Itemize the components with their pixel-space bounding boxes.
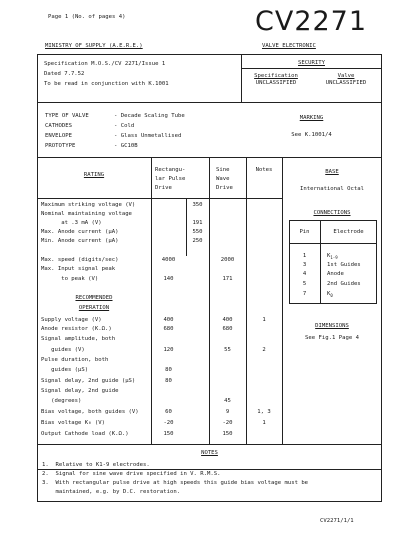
valve-envelope-value: - Glass Unmetallised [114,133,182,139]
rating-label: Max. speed (digits/sec) [41,257,119,263]
operation-sine-value: 45 [224,398,231,404]
col-rule-right-panel [282,157,283,444]
connections-electrode-header: Electrode [333,229,364,235]
connection-electrode: 2nd Guides [327,281,361,287]
connection-pin: 5 [302,281,307,287]
col-rule-rect-left [151,157,152,444]
operation-note: 1 [262,317,266,323]
operation-label: Output Cathode load (K.Ω.) [41,431,129,437]
operation-title: OPERATION [78,305,110,311]
rating-value: 191 [192,220,203,226]
rating-label: Maximum striking voltage (V) [41,202,136,208]
rating-label: at .3 mA (V) [41,220,102,226]
valve-type-key: TYPE OF VALVE [45,113,89,119]
security-title: SECURITY [298,60,325,66]
operation-label: guides (µS) [41,367,89,373]
dimensions-text: See Fig.1 Page 4 [305,335,359,341]
note-item: 1. Relative to K1-9 electrodes. [42,462,150,468]
rating-sine-value: 171 [222,276,233,282]
operation-rect-value: 680 [163,326,174,332]
rating-label: Min. Anode current (µA) [41,238,119,244]
connections-title: CONNECTIONS [313,210,351,216]
rating-rect-value: 4000 [161,257,176,263]
note-item: maintained, e.g. by D.C. restoration. [42,489,181,495]
footer-code: CV2271/1/1 [320,518,354,524]
connections-header-rule [289,243,377,244]
valve-prototype-key: PROTOTYPE [45,143,76,149]
notes-frame [37,444,382,502]
operation-label: Signal amplitude, both [41,336,116,342]
valve-type-value: - Decade Scaling Tube [114,113,185,119]
connection-pin: 3 [302,262,307,268]
marking-text: See K.1001/4 [291,132,332,138]
rating-value: 350 [192,202,203,208]
connections-pin-header: Pin [299,229,310,235]
rect-header-3: Drive [155,185,172,191]
operation-rect-value: -20 [163,420,174,426]
connection-electrode: $K_{1-9}$ [327,253,338,261]
notes-title: NOTES [201,450,218,456]
rating-label: Max. Input signal peak [41,266,116,272]
operation-label: Signal delay, 2nd guide (µS) [41,378,136,384]
operation-label: Bias voltage, both guides (V) [41,409,139,415]
marking-title: MARKING [299,115,324,121]
note-item: 3. With rectangular pulse drive at high speeds this guide bias voltage must be [42,480,309,486]
security-rule [241,68,382,69]
connection-pin: 1 [302,253,307,259]
ministry-label: MINISTRY OF SUPPLY (A.E.R.E.) [45,43,143,49]
operation-rect-value: 80 [165,378,172,384]
category-label: VALVE ELECTRONIC [262,43,316,49]
operation-label: Anode resistor (K.Ω.) [41,326,112,332]
operation-sine-value: 150 [222,431,233,437]
security-spec-value: UNCLASSIFIED [255,80,297,86]
page-label: Page 1 (No. of pages 4) [48,14,126,20]
security-valve-value: UNCLASSIFIED [325,80,367,86]
section-rule-1 [37,102,382,103]
rating-label: to peak (V) [41,276,99,282]
connection-electrode: Anode [327,271,344,277]
valve-prototype-value: - GC10B [114,143,138,149]
spec-line-2: Dated 7.7.52 [44,71,85,77]
operation-sine-value: 400 [222,317,233,323]
operation-label: guides (V) [41,347,85,353]
notes-header: Notes [255,167,273,173]
rating-value: 550 [192,229,203,235]
valve-envelope-key: ENVELOPE [45,133,72,139]
doc-code: CV2271 [255,6,368,37]
operation-sine-value: 9 [225,409,230,415]
rating-sine-value: 2000 [220,257,235,263]
rating-value: 250 [192,238,203,244]
operation-rect-value: 150 [163,431,174,437]
rect-header-2: lar Pulse [155,176,186,182]
operation-label: Supply voltage (V) [41,317,102,323]
valve-cathodes-value: - Cold [114,123,135,129]
connection-electrode: 1st Guides [327,262,361,268]
note-item: 2. Signal for sine wave drive specified in V. R.M.S. [42,471,221,477]
base-text: International Octal [300,186,364,192]
operation-label: Signal delay, 2nd guide [41,388,119,394]
security-spec-label: Specification [254,73,298,79]
sine-header-2: Wave [216,176,230,182]
operation-sine-value: -20 [222,420,233,426]
col-rule-notes-left [246,157,247,444]
rating-label: Nominal maintaining voltage [41,211,132,217]
rating-label: Max. Anode current (µA) [41,229,119,235]
recommended-title: RECOMMENDED [75,295,113,301]
spec-line-3: To be read in conjunction with K.1001 [44,81,169,87]
rating-header: RATING [83,172,105,178]
operation-sine-value: 680 [222,326,233,332]
operation-label: Bias voltage K₀ (V) [41,420,105,426]
table-header-rule [37,198,282,199]
operation-rect-value: 80 [165,367,172,373]
sine-header-1: Sine [216,167,230,173]
rating-rect-value: 140 [163,276,174,282]
connection-electrode: $K_0$ [327,291,333,299]
operation-rect-value: 120 [163,347,174,353]
operation-rect-value: 400 [163,317,174,323]
valve-cathodes-key: CATHODES [45,123,72,129]
security-valve-label: Valve [337,73,355,79]
operation-note: 2 [262,347,266,353]
operation-note: 1 [262,420,266,426]
operation-note: 1, 3 [257,409,271,415]
operation-label: (degrees) [41,398,82,404]
dimensions-title: DIMENSIONS [315,323,349,329]
rect-header-1: Rectangu- [155,167,186,173]
operation-sine-value: 55 [224,347,231,353]
operation-label: Pulse duration, both [41,357,109,363]
sine-header-3: Drive [216,185,233,191]
connection-pin: 4 [302,271,307,277]
connection-pin: 7 [302,291,307,297]
base-title: BASE [325,169,339,175]
operation-rect-value: 60 [165,409,172,415]
spec-line-1: Specification M.O.S./CV 2271/Issue 1 [44,61,166,67]
